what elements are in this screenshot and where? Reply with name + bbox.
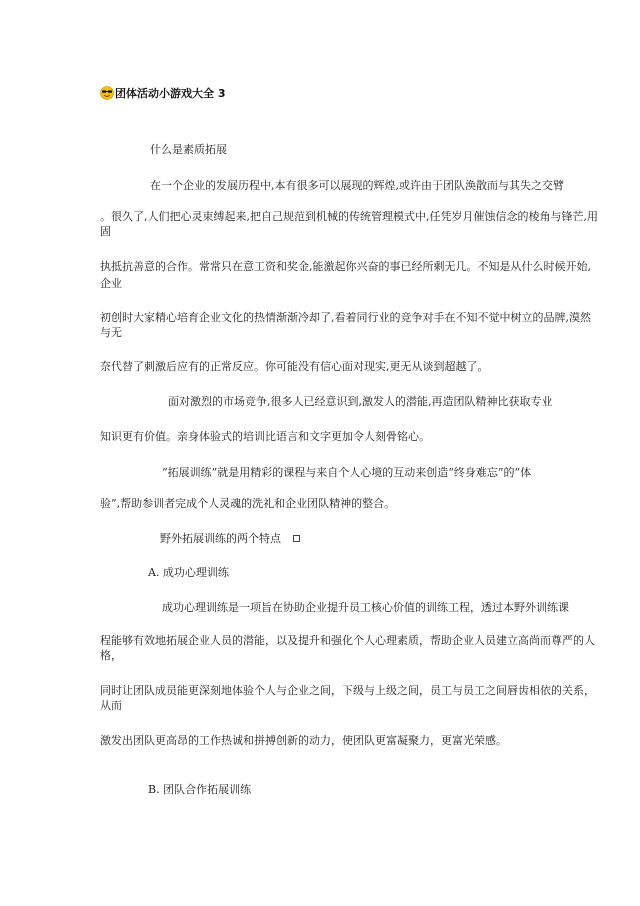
heading-what-is-quality-expansion: 什么是素质拓展: [150, 143, 227, 156]
subheading-b: [148, 783, 251, 797]
paragraph-line: 程能够有效地拓展企业人员的潜能，以及提升和强化个人心理素质，帮助企业人员建立高尚而尊严的人: [100, 634, 595, 647]
paragraph-line: 验”,帮助参训者完成个人灵魂的洗礼和企业团队精神的整合。: [100, 497, 396, 510]
paragraph-line: 在一个企业的发展历程中,本有很多可以展现的辉煌,或许由于团队涣散而与其失之交臂: [150, 179, 564, 192]
paragraph-line: 知识更有价值。亲身体验式的培训比语言和文字更加令人刻骨铭心。: [100, 430, 430, 443]
paragraph-line: 与无: [100, 326, 122, 339]
subheading-a: [148, 566, 229, 580]
paragraph-line: 激发出团队更高昂的工作热诚和拼搏创新的动力，使团队更富凝聚力，更富光荣感。: [100, 734, 507, 747]
document-title-text: 团体活动小游戏大全 3: [115, 87, 226, 100]
paragraph-line: 。很久了,人们把心灵束缚起来,把自己规范到机械的传统管理模式中,任凭岁月催蚀信念的棱角与锋芒,用: [100, 210, 598, 223]
paragraph-line: 成功心理训练是一项旨在协助企业提升员工核心价值的训练工程，透过本野外训练课: [162, 601, 569, 614]
placeholder-box-icon: [293, 535, 300, 542]
cool-face-emoji-icon: [100, 86, 114, 100]
section-heading-text: 野外拓展训练的两个特点: [160, 532, 281, 545]
document-title: [100, 85, 225, 101]
subheading-a-text: A. 成功心理训练: [148, 566, 229, 579]
paragraph-line: 初创时大家精心培育企业文化的热情渐渐冷却了,看着同行业的竞争对手在不知不觉中树立的品牌,漠然: [100, 311, 591, 324]
section-heading-two-features: [160, 532, 300, 546]
paragraph-line: 同时让团队成员能更深刻地体验个人与企业之间，下级与上级之间，员工与员工之间唇齿相依的关系，: [100, 684, 595, 697]
paragraph-line: 奈代替了刺激后应有的正常反应。你可能没有信心面对现实,更无从谈到超越了。: [100, 360, 489, 373]
paragraph-line: 面对激烈的市场竞争,很多人已经意识到,激发人的潜能,再造团队精神比获取专业: [168, 395, 553, 408]
paragraph-line: 固: [100, 225, 111, 238]
subheading-b-text: B. 团队合作拓展训练: [148, 783, 252, 796]
paragraph-line: 企业: [100, 277, 122, 290]
paragraph-line: 从而: [100, 699, 122, 712]
paragraph-line: “拓展训练”就是用精彩的课程与来自个人心境的互动来创造“终身难忘”的“体: [162, 466, 532, 479]
paragraph-line: 格，: [100, 649, 122, 662]
paragraph-line: 执抵抗善意的合作。常常只在意工资和奖金,能激起你兴奋的事已经所剩无几。不知是从什么时候开始,: [100, 260, 591, 273]
